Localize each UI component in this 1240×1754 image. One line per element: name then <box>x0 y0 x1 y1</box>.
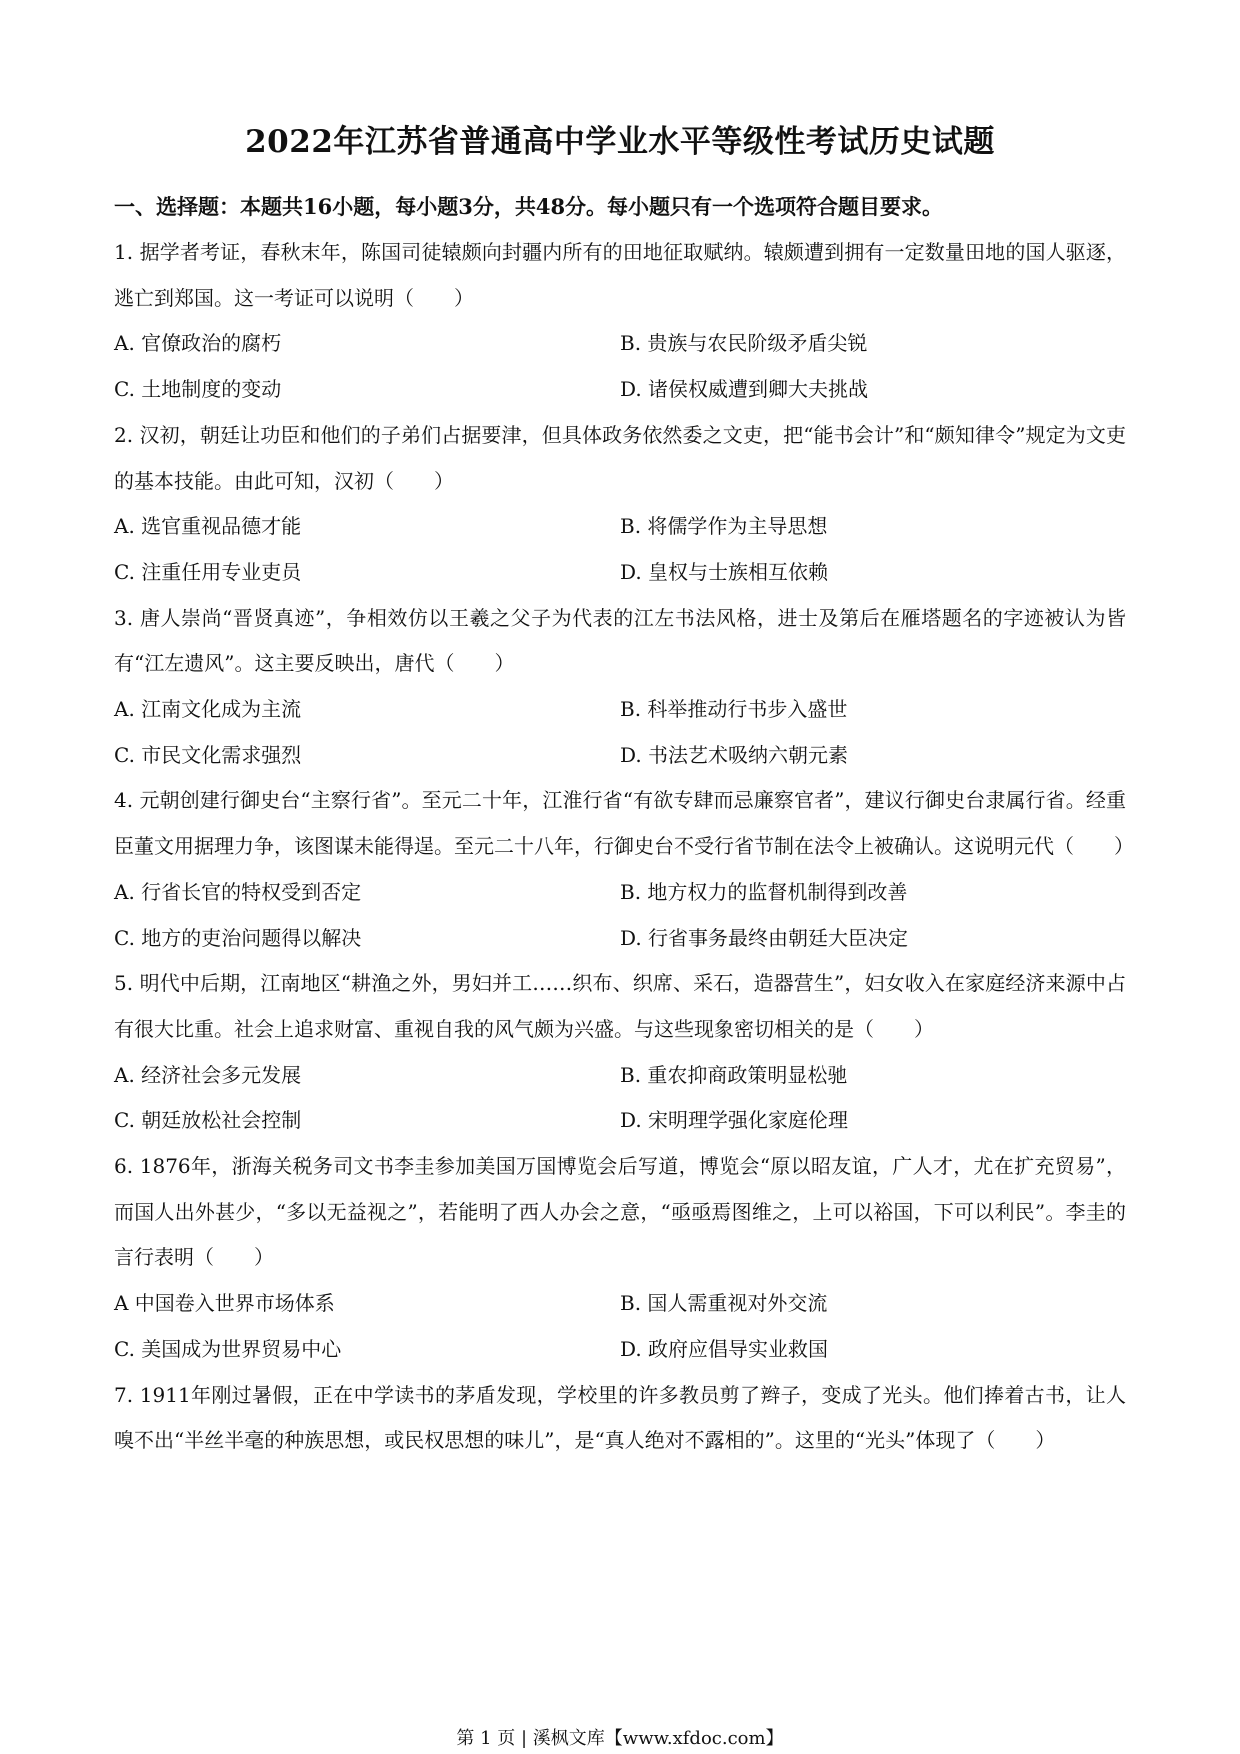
option-d: D. 行省事务最终由朝廷大臣决定 <box>620 925 909 950</box>
option-b: B. 将儒学作为主导思想 <box>620 514 828 539</box>
option-d: D. 皇权与士族相互依赖 <box>620 559 829 584</box>
option-c: C. 注重任用专业吏员 <box>114 559 302 584</box>
option-row <box>114 1098 1126 1144</box>
option-row <box>114 1053 1126 1099</box>
option-row <box>114 1281 1126 1327</box>
option-row <box>114 321 1126 367</box>
option-c: C. 朝廷放松社会控制 <box>114 1108 302 1133</box>
question-1 <box>114 230 1126 413</box>
option-d: D. 宋明理学强化家庭伦理 <box>620 1108 849 1133</box>
option-b: B. 地方权力的监督机制得到改善 <box>620 879 908 904</box>
question-3 <box>114 596 1126 779</box>
question-4 <box>114 778 1134 961</box>
option-row <box>114 504 1126 550</box>
option-row <box>114 870 1126 916</box>
option-row <box>114 1327 1126 1373</box>
option-c: C. 土地制度的变动 <box>114 377 282 402</box>
option-row <box>114 550 1126 596</box>
option-b: B. 贵族与农民阶级矛盾尖锐 <box>620 331 868 356</box>
question-6 <box>114 1144 1126 1373</box>
section-heading: 一、选择题：本题共16小题，每小题3分，共48分。每小题只有一个选项符合题目要求。 <box>114 194 944 219</box>
option-d: D. 书法艺术吸纳六朝元素 <box>620 742 849 767</box>
question-7 <box>114 1373 1126 1464</box>
option-b: B. 科举推动行书步入盛世 <box>620 697 848 722</box>
page-title: 2022年江苏省普通高中学业水平等级性考试历史试题 <box>245 124 995 160</box>
question-stem: 7. 1911年刚过暑假，正在中学读书的茅盾发现，学校里的许多教员剪了辫子，变成了光头。他们捧着古书，让人嗅不出“半丝半毫的种族思想，或民权思想的味儿”，是“真人绝对不露相的”。这里的“光头”体现了（ ） <box>114 1382 1126 1453</box>
option-d: D. 政府应倡导实业救国 <box>620 1336 829 1361</box>
option-b: B. 重农抑商政策明显松驰 <box>620 1062 848 1087</box>
option-row <box>114 916 1126 962</box>
question-stem: 2. 汉初，朝廷让功臣和他们的子弟们占据要津，但具体政务依然委之文吏，把“能书会计”和“颇知律令”规定为文吏的基本技能。由此可知，汉初（ ） <box>114 422 1126 493</box>
question-stem: 5. 明代中后期，江南地区“耕渔之外，男妇并工……织布、织席、采石，造器营生”，妇女收入在家庭经济来源中占有很大比重。社会上追求财富、重视自我的风气颇为兴盛。与这些现象密切相关的是（ ） <box>114 971 1126 1041</box>
question-stem: 1. 据学者考证，春秋末年，陈国司徒辕颇向封疆内所有的田地征取赋纳。辕颇遭到拥有一定数量田地的国人驱逐，逃亡到郑国。这一考证可以说明（ ） <box>114 240 1126 310</box>
option-c: C. 地方的吏治问题得以解决 <box>114 925 362 950</box>
option-c: C. 市民文化需求强烈 <box>114 742 302 767</box>
question-stem: 4. 元朝创建行御史台“主察行省”。至元二十年，江淮行省“有欲专肆而忌廉察官者”，建议行御史台隶属行省。经重臣董文用据理力争，该图谋未能得逞。至元二十八年，行御史台不受行省节制在法令上被确认。这说明元代（ ） <box>114 788 1134 859</box>
option-a: A. 官僚政治的腐朽 <box>114 331 282 356</box>
option-a: A. 江南文化成为主流 <box>114 697 302 722</box>
question-stem: 3. 唐人崇尚“晋贤真迹”，争相效仿以王羲之父子为代表的江左书法风格，进士及第后在雁塔题名的字迹被认为皆有“江左遗风”。这主要反映出，唐代（ ） <box>114 605 1126 676</box>
question-list <box>114 230 1134 1464</box>
option-a: A. 行省长官的特权受到否定 <box>114 879 362 904</box>
question-2 <box>114 413 1126 596</box>
option-row <box>114 733 1126 779</box>
option-row <box>114 687 1126 733</box>
page-footer: 第 1 页 | 溪枫文库【www.xfdoc.com】 <box>456 1728 784 1749</box>
option-a: A. 经济社会多元发展 <box>114 1062 302 1087</box>
option-b: B. 国人需重视对外交流 <box>620 1291 828 1316</box>
option-a: A. 选官重视品德才能 <box>114 514 302 539</box>
question-5 <box>114 961 1126 1144</box>
option-row <box>114 367 1126 413</box>
question-stem: 6. 1876年，浙海关税务司文书李圭参加美国万国博览会后写道，博览会“原以昭友谊，广人才，尤在扩充贸易”，而国人出外甚少，“多以无益视之”，若能明了西人办会之意，“亟亟焉图维之，上可以裕国，下可以利民”。李圭的言行表明（ ） <box>114 1154 1126 1270</box>
option-a: A 中国卷入世界市场体系 <box>114 1291 335 1316</box>
option-d: D. 诸侯权威遭到卿大夫挑战 <box>620 377 869 402</box>
option-c: C. 美国成为世界贸易中心 <box>114 1336 342 1361</box>
